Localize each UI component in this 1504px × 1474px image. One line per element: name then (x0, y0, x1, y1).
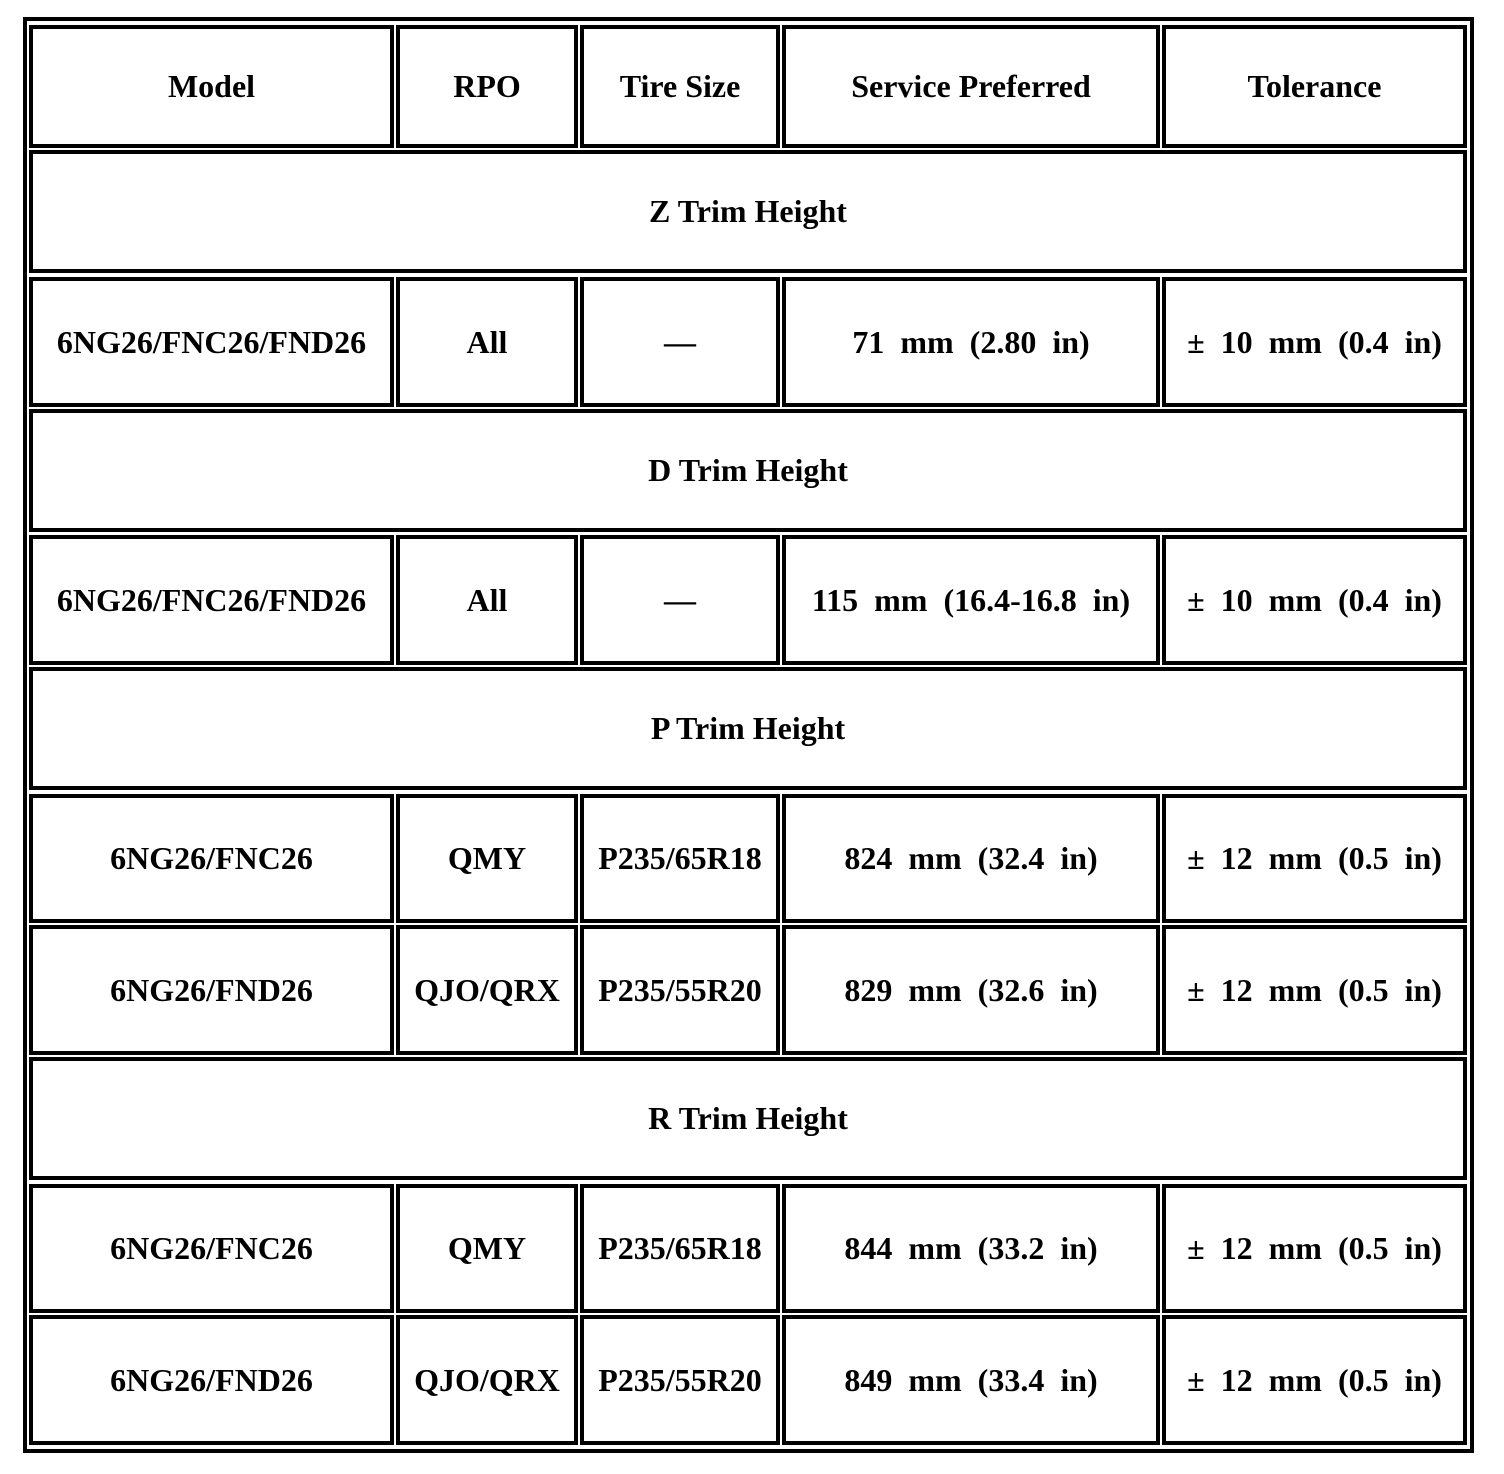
table-cell-tire-size: — (580, 535, 780, 665)
section-title-p: P Trim Height (29, 667, 1467, 790)
table-cell-service-preferred: 844 mm (33.2 in) (782, 1184, 1160, 1313)
table-cell-service-preferred: 71 mm (2.80 in) (782, 277, 1160, 407)
header-service-preferred: Service Preferred (782, 25, 1160, 148)
table-cell-rpo: QMY (396, 1184, 578, 1313)
header-model: Model (29, 25, 394, 148)
table-cell-service-preferred: 115 mm (16.4-16.8 in) (782, 535, 1160, 665)
table-cell-model: 6NG26/FNC26 (29, 1184, 394, 1313)
table-cell-tolerance: ± 12 mm (0.5 in) (1162, 1315, 1467, 1445)
table-cell-tire-size: P235/65R18 (580, 794, 780, 923)
table-cell-rpo: QJO/QRX (396, 1315, 578, 1445)
section-title-r: R Trim Height (29, 1057, 1467, 1180)
table-cell-tire-size: P235/55R20 (580, 1315, 780, 1445)
section-title-d: D Trim Height (29, 409, 1467, 532)
table-cell-rpo: QJO/QRX (396, 925, 578, 1055)
table-cell-tolerance: ± 10 mm (0.4 in) (1162, 535, 1467, 665)
table-cell-rpo: All (396, 277, 578, 407)
table-cell-service-preferred: 824 mm (32.4 in) (782, 794, 1160, 923)
table-cell-tire-size: P235/65R18 (580, 1184, 780, 1313)
header-tolerance: Tolerance (1162, 25, 1467, 148)
table-cell-service-preferred: 849 mm (33.4 in) (782, 1315, 1160, 1445)
table-cell-rpo: QMY (396, 794, 578, 923)
table-cell-model: 6NG26/FNC26/FND26 (29, 535, 394, 665)
table-cell-rpo: All (396, 535, 578, 665)
table-cell-tolerance: ± 12 mm (0.5 in) (1162, 1184, 1467, 1313)
table-cell-model: 6NG26/FNC26/FND26 (29, 277, 394, 407)
table-cell-model: 6NG26/FNC26 (29, 794, 394, 923)
table-cell-tolerance: ± 10 mm (0.4 in) (1162, 277, 1467, 407)
table-cell-tolerance: ± 12 mm (0.5 in) (1162, 925, 1467, 1055)
header-rpo: RPO (396, 25, 578, 148)
table-cell-tolerance: ± 12 mm (0.5 in) (1162, 794, 1467, 923)
table-cell-model: 6NG26/FND26 (29, 925, 394, 1055)
table-cell-tire-size: — (580, 277, 780, 407)
table-cell-model: 6NG26/FND26 (29, 1315, 394, 1445)
table-cell-service-preferred: 829 mm (32.6 in) (782, 925, 1160, 1055)
table-cell-tire-size: P235/55R20 (580, 925, 780, 1055)
section-title-z: Z Trim Height (29, 150, 1467, 273)
header-tire-size: Tire Size (580, 25, 780, 148)
